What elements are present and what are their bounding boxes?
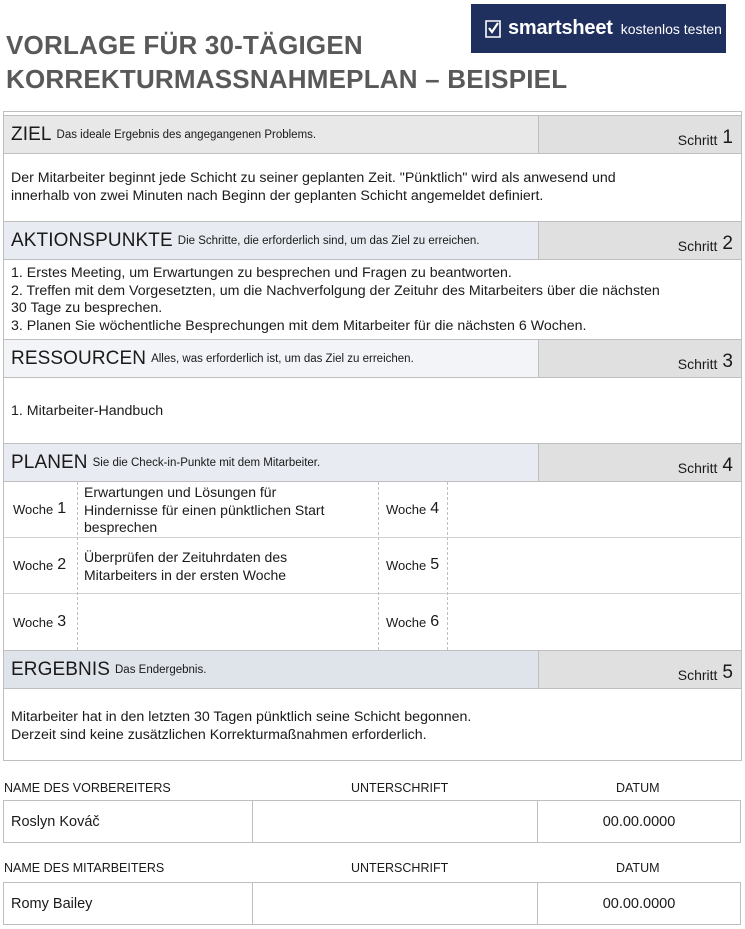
week-3-label: Woche 3	[13, 613, 67, 630]
section-ergebnis-body	[4, 709, 741, 744]
preparer-date-field[interactable]: 00.00.0000	[602, 813, 676, 830]
signature-label: UNTERSCHRIFT	[351, 861, 449, 875]
body-line: Der Mitarbeiter beginnt jede Schicht zu seiner geplanten Zeit. "Pünktlich" wird als anwesend und	[11, 170, 616, 186]
employee-name-label: NAME DES MITARBEITERS	[4, 861, 165, 875]
body-line: 30 Tage zu besprechen.	[11, 300, 163, 316]
employee-signature-field[interactable]	[252, 883, 538, 924]
section-aktion-header	[4, 221, 741, 260]
grid-line	[4, 537, 741, 538]
section-ziel-body	[4, 170, 741, 205]
body-line: Mitarbeiter hat in den letzten 30 Tagen pünktlich seine Schicht begonnen.	[11, 709, 472, 725]
employee-date-field[interactable]: 00.00.0000	[602, 895, 676, 912]
week-1-label: Woche 1	[13, 500, 67, 517]
section-description: Die Schritte, die erforderlich sind, um das Ziel zu erreichen.	[177, 234, 480, 247]
employee-name-field[interactable]: Romy Bailey	[11, 895, 93, 912]
title-line-2: KORREKTURMASSNAHMEPLAN – BEISPIEL	[6, 64, 568, 94]
section-ressourcen-header	[4, 339, 741, 378]
grid-line	[77, 482, 78, 650]
preparer-signature-field[interactable]	[252, 801, 538, 842]
week-6-label: Woche 6	[386, 613, 440, 630]
date-label: DATUM	[616, 781, 660, 795]
date-label: DATUM	[616, 861, 660, 875]
step-badge: Schritt 2	[538, 222, 741, 259]
step-badge: Schritt 1	[538, 116, 741, 153]
section-heading: ERGEBNIS	[11, 658, 110, 680]
section-ziel-header	[4, 115, 741, 154]
section-heading: AKTIONSPUNKTE	[11, 229, 173, 251]
week-5-label: Woche 5	[386, 556, 440, 573]
body-line: 1. Erstes Meeting, um Erwartungen zu besprechen und Fragen zu beantworten.	[11, 265, 512, 281]
grid-line	[378, 482, 379, 650]
grid-line	[447, 482, 448, 650]
section-description: Das ideale Ergebnis des angegangenen Problems.	[56, 128, 317, 141]
section-description: Alles, was erforderlich ist, um das Ziel zu erreichen.	[151, 352, 414, 365]
section-ergebnis-header	[4, 650, 741, 689]
body-line: 3. Planen Sie wöchentliche Besprechungen mit dem Mitarbeiter für die nächsten 6 Wochen.	[11, 317, 587, 334]
week-2-label: Woche 2	[13, 556, 67, 573]
section-description: Sie die Check-in-Punkte mit dem Mitarbeiter.	[92, 456, 321, 469]
section-aktion-body	[4, 265, 741, 335]
preparer-signature-row	[3, 800, 741, 843]
signature-label: UNTERSCHRIFT	[351, 781, 449, 795]
preparer-name-field[interactable]: Roslyn Kováč	[11, 813, 100, 830]
employee-signature-row	[3, 882, 741, 925]
title-line-1: VORLAGE FÜR 30-TÄGIGEN	[6, 30, 363, 60]
body-line: innerhalb von zwei Minuten nach Beginn der geplanten Schicht angemeldet definiert.	[11, 187, 544, 204]
smartsheet-banner[interactable]	[471, 4, 726, 53]
week-4-label: Woche 4	[386, 500, 440, 517]
step-badge: Schritt 5	[538, 651, 741, 688]
step-badge: Schritt 4	[538, 444, 741, 481]
step-badge: Schritt 3	[538, 340, 741, 377]
grid-line	[4, 593, 741, 594]
try-free-link[interactable]: kostenlos testen	[620, 20, 722, 37]
section-description: Das Endergebnis.	[115, 663, 207, 676]
brand-name: smartsheet	[508, 17, 613, 39]
document-title	[6, 28, 568, 96]
week-2-text: Überprüfen der Zeituhrdaten des Mitarbeiters in der ersten Woche	[84, 549, 288, 583]
week-1-text: Erwartungen und Lösungen für Hindernisse für einen pünktlichen Start besprechen	[84, 484, 325, 535]
section-heading: PLANEN	[11, 451, 88, 473]
preparer-name-label: NAME DES VORBEREITERS	[4, 781, 171, 795]
section-heading: RESSOURCEN	[11, 347, 147, 369]
body-line: 2. Treffen mit dem Vorgesetzten, um die Nachverfolgung der Zeituhr des Mitarbeiters über die nächsten	[11, 282, 660, 299]
body-line: 1. Mitarbeiter-Handbuch	[11, 403, 164, 419]
body-line: Derzeit sind keine zusätzlichen Korrekturmaßnahmen erforderlich.	[11, 726, 427, 743]
section-ressourcen-body	[4, 403, 741, 421]
smartsheet-logo-icon	[485, 20, 501, 38]
section-planen-header	[4, 443, 741, 482]
section-heading: ZIEL	[11, 123, 52, 145]
